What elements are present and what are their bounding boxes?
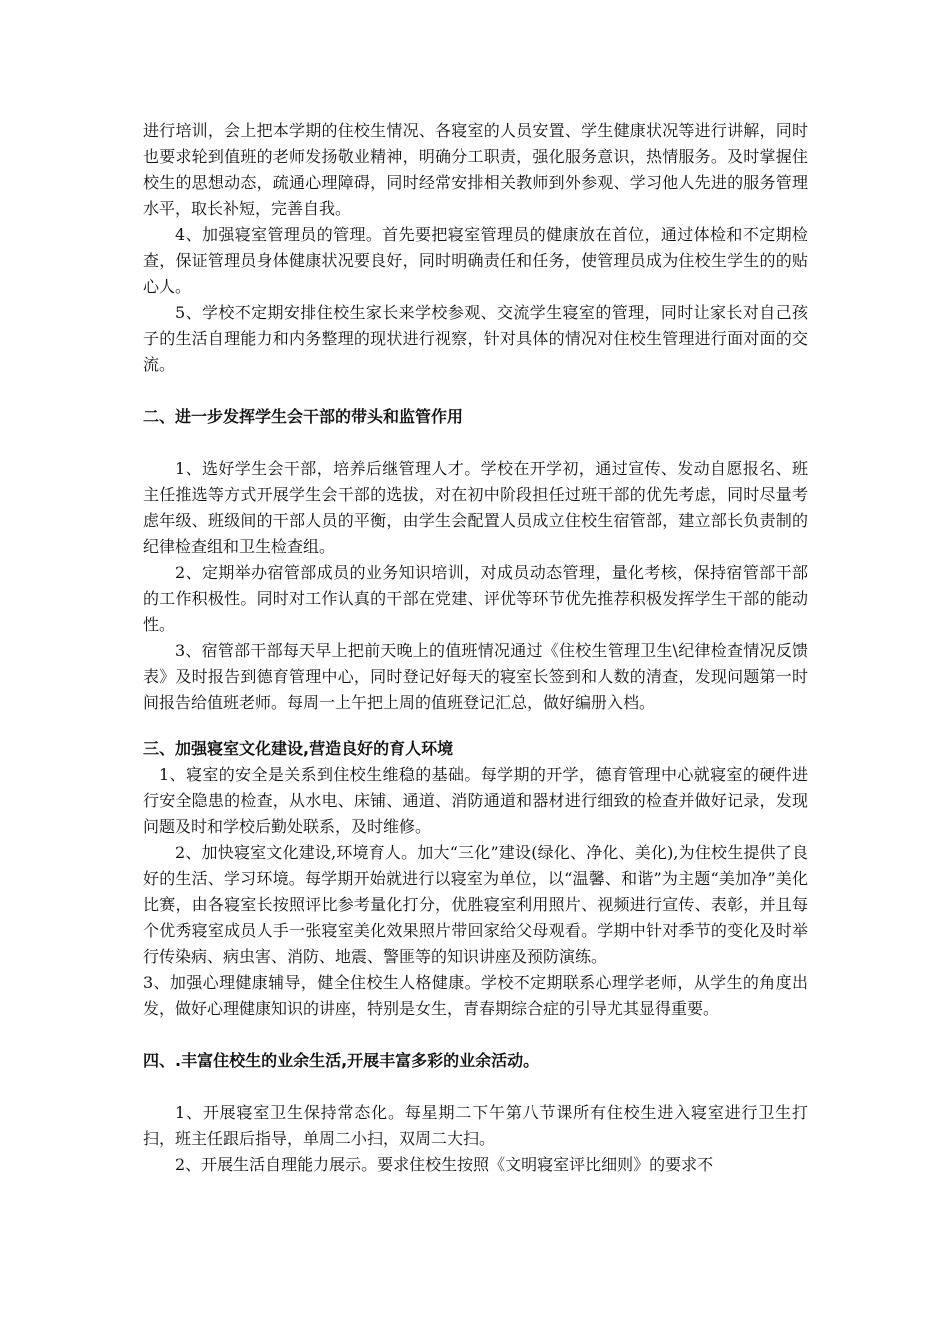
spacer: [143, 716, 808, 736]
section2-item-3: 3、宿管部干部每天早上把前天晚上的值班情况通过《住校生管理卫生\纪律检查情况反馈表》及时报告到德育管理中心，同时登记好每天的寝室长签到和人数的清查，发现问题第一时间报告给值班老师。每周一上午把上周的值班登记汇总，做好编册入档。: [143, 641, 808, 712]
section3-heading: 三、加强寝室文化建设,营造良好的育人环境: [143, 739, 454, 758]
section2-heading: 二、进一步发挥学生会干部的带头和监管作用: [143, 407, 464, 426]
spacer: [143, 1074, 808, 1100]
intro-continuation-paragraph: 进行培训，会上把本学期的住校生情况、各寝室的人员安置、学生健康状况等进行讲解，同时也要求轮到值班的老师发扬敬业精神，明确分工职责，强化服务意识，热情服务。及时掌握住校生的思想动态，疏通心理障碍，同时经常安排相关教师到外参观、学习他人先进的服务管理水平，取长补短，完善自我。: [143, 121, 808, 218]
spacer: [143, 1022, 808, 1048]
section2-item-1: 1、选好学生会干部，培养后继管理人才。学校在开学初，通过宣传、发动自愿报名、班主任推选等方式开展学生会干部的选拔，对在初中阶段担任过班干部的优先考虑，同时尽量考虑年级、班级间的干部人员的平衡，由学生会配置人员成立住校生宿管部，建立部长负责制的纪律检查组和卫生检查组。: [143, 459, 808, 556]
section2-item-2: 2、定期举办宿管部成员的业务知识培训，对成员动态管理，量化考核，保持宿管部干部的工作积极性。同时对工作认真的干部在党建、评优等环节优先推荐积极发挥学生干部的能动性。: [143, 563, 808, 634]
section3-item-1: 1、寝室的安全是关系到住校生维稳的基础。每学期的开学，德育管理中心就寝室的硬件进行安全隐患的检查，从水电、床铺、通道、消防通道和器材进行细致的检查并做好记录，发现问题及时和学校后勤处联系，及时维修。: [143, 765, 808, 836]
spacer: [143, 378, 808, 404]
section1-item-4: 4、加强寝室管理员的管理。首先要把寝室管理员的健康放在首位，通过体检和不定期检查，保证管理员身体健康状况要良好，同时明确责任和任务，使管理员成为住校生学生的的贴心人。: [143, 225, 808, 296]
section4-item-1: 1、开展寝室卫生保持常态化。每星期二下午第八节课所有住校生进入寝室进行卫生打扫，班主任跟后指导，单周二小扫，双周二大扫。: [143, 1103, 808, 1148]
section3-item-3: 3、加强心理健康辅导，健全住校生人格健康。学校不定期联系心理学老师，从学生的角度出发，做好心理健康知识的讲座，特别是女生，青春期综合症的引导尤其显得重要。: [143, 973, 808, 1018]
section4-item-2: 2、开展生活自理能力展示。要求住校生按照《文明寝室评比细则》的要求不: [175, 1155, 714, 1174]
section4-heading: 四、.丰富住校生的业余生活,开展丰富多彩的业余活动。: [143, 1051, 540, 1070]
section3-item-2: 2、加快寝室文化建设,环境育人。加大“三化”建设(绿化、净化、美化),为住校生提供了良好的生活、学习环境。每学期开始就进行以寝室为单位，以“温馨、和谐”为主题“美加净”美化比赛，由各寝室长按照评比参考量化打分，优胜寝室利用照片、视频进行宣传、表彰，并且每个优秀寝室成员人手一张寝室美化效果照片带回家给父母观看。学期中针对季节的变化及时举行传染病、病虫害、消防、地震、警匪等的知识讲座及预防演练。: [143, 843, 808, 966]
section1-item-5: 5、学校不定期安排住校生家长来学校参观、交流学生寝室的管理，同时让家长对自己孩子的生活自理能力和内务整理的现状进行视察，针对具体的情况对住校生管理进行面对面的交流。: [143, 303, 808, 374]
spacer: [143, 430, 808, 456]
document-page: [143, 118, 808, 1178]
